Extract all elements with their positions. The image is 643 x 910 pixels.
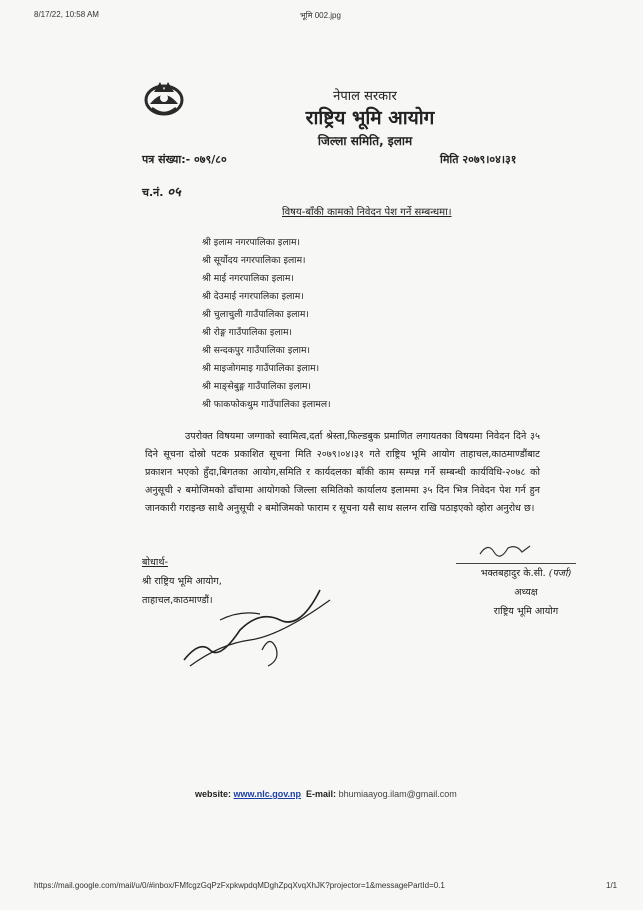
website-label: website: — [195, 789, 232, 799]
recipient-item: श्री माई नगरपालिका इलाम। — [202, 273, 294, 284]
recipient-item: श्री सन्दकपुर गाउँपालिका इलाम। — [202, 345, 310, 356]
print-timestamp: 8/17/22, 10:58 AM — [34, 10, 99, 19]
reference-number: पत्र संख्या:- ०७९/८० — [142, 153, 227, 166]
initials-signature — [478, 540, 538, 560]
district-committee: जिल्ला समिति, इलाम — [317, 134, 413, 148]
page-number: 1/1 — [606, 881, 618, 890]
commission-name: राष्ट्रिय भूमि आयोग — [305, 107, 435, 129]
signatory-name: भक्तबहादुर के.सी. — [480, 568, 546, 579]
recipient-item: श्री माइजोगमाइ गाउँपालिका इलाम। — [202, 363, 320, 374]
signatory-name-row — [456, 564, 596, 583]
recipient-item: श्री सूर्योदय नगरपालिका इलाम। — [202, 255, 306, 266]
cc-line-2: ताहाचल,काठमाण्डौं। — [142, 595, 213, 606]
subject-label: विषय- — [282, 207, 306, 218]
website-link[interactable]: www.nlc.gov.np — [233, 789, 302, 799]
print-file-name: भूमि 002.jpg — [300, 11, 341, 20]
cc-label: बोधार्थ- — [142, 557, 168, 568]
subject-line — [282, 204, 452, 218]
recipient-list — [202, 234, 331, 414]
cc-line-1: श्री राष्ट्रिय भूमि आयोग, — [142, 576, 222, 587]
email-address[interactable]: bhumiaayog.ilam@gmail.com — [338, 789, 457, 799]
dispatch-number — [142, 182, 181, 200]
signatory-title: अध्यक्ष — [514, 587, 538, 598]
signatory-block — [456, 564, 596, 621]
signatory-handwritten-note: (पर्जा) — [548, 568, 572, 579]
recipient-item: श्री फाकफोकथुम गाउँपालिका इलामल। — [202, 399, 331, 410]
letterhead-footer — [195, 789, 457, 799]
handwritten-signature — [180, 580, 340, 680]
recipient-item: श्री रोङ्ग गाउँपालिका इलाम। — [202, 327, 292, 338]
recipient-item: श्री चुलाचुली गाउँपालिका इलाम। — [202, 309, 309, 320]
recipient-item: श्री इलाम नगरपालिका इलाम। — [202, 237, 301, 248]
subject-text: बाँकी कामको निवेदन पेश गर्ने सम्बन्धमा। — [305, 207, 452, 218]
print-url: https://mail.google.com/mail/u/0/#inbox/FMfcgzGqPzFxpkwpdqMDghZpqXvqXhJK?projector=1&messagePartId=0.1 — [34, 881, 445, 890]
letter-body: उपरोक्त विषयमा जग्गाको स्वामित्व,दर्ता श्रेस्ता,फिल्डबुक प्रमाणित लगायतका विषयमा निवेदन दिने ३५ दिने सूचना दोस्रो पटक प्रकाशित सूचना मिति २०७९।०४।३१ गते राष्ट्रिय भूमि आयोग ताहाचल,काठमाण्डौंबाट प्रकाशन भएको हुँदा,बिगतका आयोग,समिति र कार्यदलका बाँकी काम सम्पन्न गर्ने सम्बन्धी कार्यविधि-२०७८ को अनुसूची २ बमोजिमको ढाँचामा आयोगको जिल्ला समितिको कार्यालय इलाममा ३५ दिन भित्र निवेदन पेश गर्न हुन जानकारी गराइन्छ साथै अनुसूची २ बमोजिमको फाराम र सूचना यसै साथ सलग्न राखि पठाइएको व्होरा अनुरोध छ। — [145, 431, 540, 514]
dispatch-handwritten: ०५ — [167, 185, 181, 200]
nepal-emblem-icon — [142, 78, 186, 118]
government-name: नेपाल सरकार — [333, 89, 397, 104]
signatory-office: राष्ट्रिय भूमि आयोग — [493, 606, 559, 617]
recipient-item: श्री देउमाई नगरपालिका इलाम। — [202, 291, 304, 302]
dispatch-label: च.नं. — [142, 186, 164, 199]
email-label: E-mail: — [306, 789, 337, 799]
recipient-item: श्री माङ्सेबुङ्ग गाउँपालिका इलाम। — [202, 381, 311, 392]
letter-date: मिति २०७९।०४।३१ — [440, 153, 517, 166]
